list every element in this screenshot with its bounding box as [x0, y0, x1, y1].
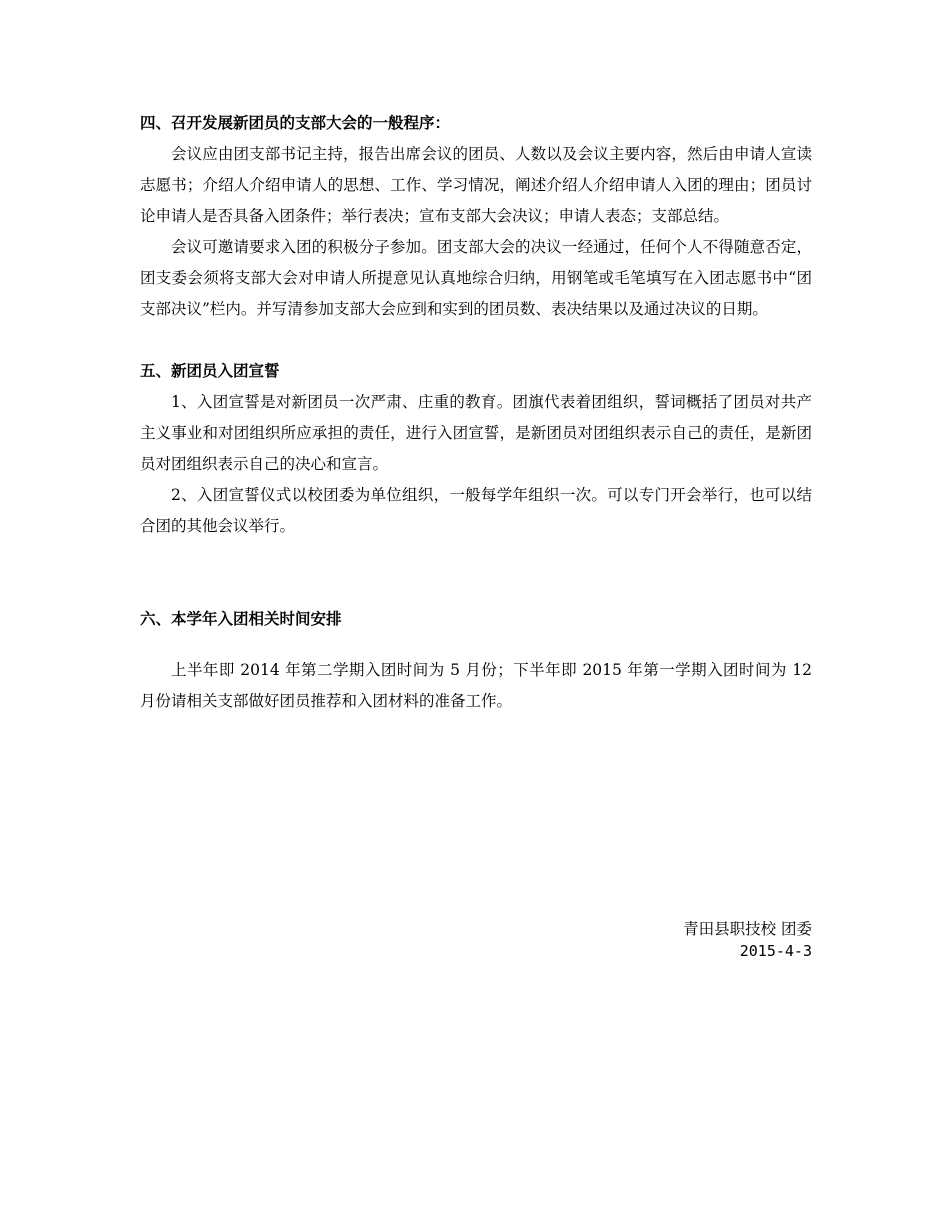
signature-date: 2015-4-3 [739, 942, 812, 960]
document-body [140, 108, 812, 717]
section-5-paragraph-2: 2、入团宣誓仪式以校团委为单位组织，一般每学年组织一次。可以专门开会举行，也可以结合团的其他会议举行。 [140, 486, 812, 535]
signature-block [683, 918, 812, 962]
section-6-heading: 六、本学年入团相关时间安排 [140, 610, 342, 628]
section-4-paragraph-1: 会议应由团支部书记主持，报告出席会议的团员、人数以及会议主要内容，然后由申请人宣读志愿书；介绍人介绍申请人的思想、工作、学习情况，阐述介绍人介绍申请人入团的理由；团员讨论申请人是否具备入团条件；举行表决；宣布支部大会决议；申请人表态；支部总结。 [140, 145, 812, 225]
section-6-paragraph-1: 上半年即 2014 年第二学期入团时间为 5 月份；下半年即 2015 年第一学期入团时间为 12 月份请相关支部做好团员推荐和入团材料的准备工作。 [140, 661, 812, 710]
section-4-heading: 四、召开发展新团员的支部大会的一般程序： [140, 114, 451, 132]
spacer [140, 325, 812, 356]
section-4-paragraph-2: 会议可邀请要求入团的积极分子参加。团支部大会的决议一经通过，任何个人不得随意否定，团支委会须将支部大会对申请人所提意见认真地综合归纳，用钢笔或毛笔填写在入团志愿书中“团支部决议”栏内。并写清参加支部大会应到和实到的团员数、表决结果以及通过决议的日期。 [140, 238, 812, 318]
signature-organization: 青田县职技校 团委 [683, 920, 812, 938]
section-5-heading: 五、新团员入团宣誓 [140, 362, 280, 380]
spacer [140, 542, 812, 604]
section-5-paragraph-1: 1、入团宣誓是对新团员一次严肃、庄重的教育。团旗代表着团组织，誓词概括了团员对共产主义事业和对团组织所应承担的责任，进行入团宣誓，是新团员对团组织表示自己的责任，是新团员对团组织表示自己的决心和宣言。 [140, 393, 812, 473]
spacer [140, 635, 812, 655]
